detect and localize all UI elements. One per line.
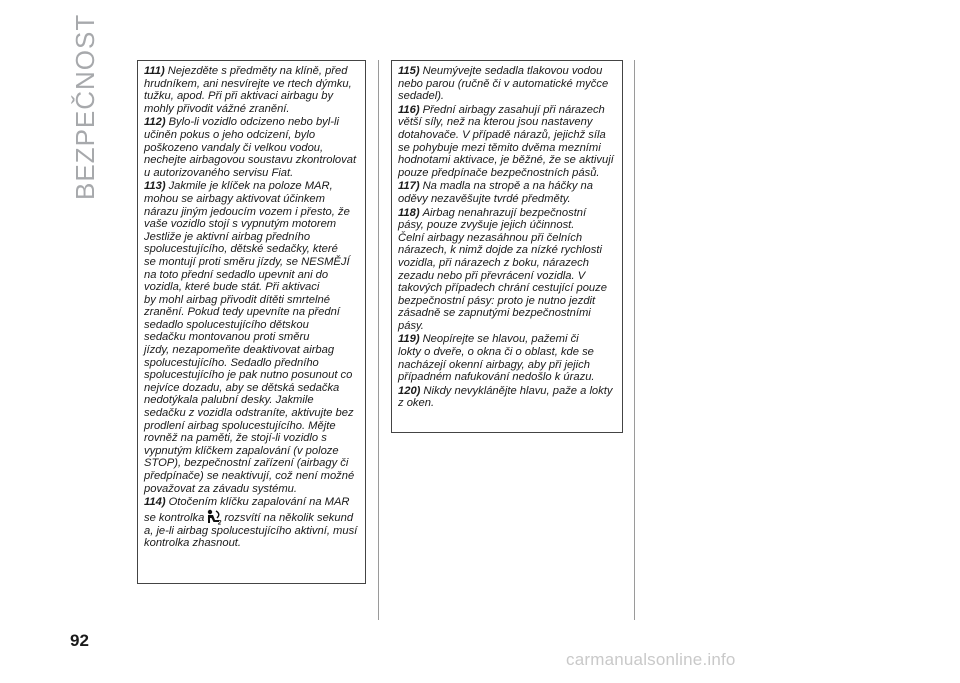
warning-box-left [137,60,366,584]
note-120 [398,385,616,410]
svg-text:2: 2 [218,520,222,525]
note-text: Nejezděte s předměty na klíně, před hrudníkem, ani nesvírejte ve rtech dýmku, tužku, apod. Při při aktivaci airbagu by mohly přivodit vážné zranění. [144,65,352,115]
note-text: Neopírejte se hlavou, pažemi či lokty o dveře, o okna či o oblast, kde se nacházejí okenní airbagy, aby při jejich případném nafukování nedošlo k úrazu. [398,333,595,384]
airbag-warning-light-icon [205,509,223,525]
note-text: Na madla na stropě a na háčky na oděvy nezavěšujte tvrdé předměty. [398,180,593,205]
note-text: Bylo-li vozidlo odcizeno nebo byl-li učiněn pokus o jeho odcizení, bylo poškozeno vandaly či velkou vodou, nechejte airbagovou soustavu zkontrolovat u autorizovaného servisu Fiat. [144,116,357,179]
note-115 [398,65,616,103]
note-number: 120) [398,384,421,397]
note-number: 115) [398,65,420,77]
note-number: 118) [398,206,420,219]
note-119 [398,333,616,383]
note-number: 119) [398,333,420,346]
note-text: Nikdy nevyklánějte hlavu, paže a lokty z oken. [398,384,613,410]
watermark[interactable]: carmanualsonline.info [566,650,736,669]
note-number: 116) [398,103,420,116]
note-116 [398,104,616,180]
note-114 [144,496,359,550]
note-text-before: Otočením klíčku zapalování na MAR se kontrolka [144,496,350,524]
column-divider [378,60,379,620]
note-text: Přední airbagy zasahují při nárazech větší síly, než na kterou jsou nastaveny dotahovače. V případě nárazů, jejichž síla se pohybuje mezi těmito dvěma mezními hodnotami aktivace, je běžné, že se aktivují pouze předpínače bezpečnostních pásů. [398,103,614,179]
page-number: 92 [70,631,89,650]
note-number: 114) [144,496,166,509]
note-text: Neumývejte sedadla tlakovou vodou nebo parou (ručně či v automatické myčce sedadel). [398,65,609,103]
note-text-after: rozsvítí na několik sekund a, je-li airbag spolucestujícího aktivní, musí kontrolka zhasnout. [144,511,358,550]
note-118 [398,207,616,333]
note-112 [144,116,359,179]
note-111 [144,65,359,115]
note-number: 111) [144,65,165,77]
warning-box-right [391,60,623,433]
column-divider [634,60,635,620]
note-number: 113) [144,180,166,193]
note-113 [144,180,359,495]
note-text: Airbag nenahrazují bezpečnostní pásy, pouze zvyšuje jejich účinnost. Čelní airbagy nezasáhnou při čelních nárazech, k nimž dojde za nízké rychlosti vozidla, při nárazech z boku, nárazech zezadu nebo při převrácení vozidla. V takových případech chrání cestující pouze bezpečnostní pásy: proto je nutno jezdit zásadně se zapnutými bezpečnostními pásy. [398,206,607,332]
note-117 [398,180,616,205]
section-title: BEZPEČNOST [70,13,100,200]
note-text: Jakmile je klíček na poloze MAR, mohou se airbagy aktivovat účinkem nárazu jiným jedoucím vozem i přesto, že vaše vozidlo stojí s vypnutým motorem Jestliže je aktivní airbag předního spolucestujícího, dětské sedačky, které se montují proti směru jízdy, se NESMĚJÍ na toto přední sedadlo upevnit ani do vozidla, které bude stát. Při aktivaci by mohl airbag přivodit dítěti smrtelné zranění. Pokud tedy upevníte na přední sedadlo spolucestujícího dětskou sedačku montovanou proti směru jízdy, nezapomeňte deaktivovat airbag spolucestujícího. Sedadlo předního spolucestujícího je pak nutno posunout co nejvíce dozadu, aby se dětská sedačka nedotýkala palubní desky. Jakmile sedačku z vozidla odstraníte, aktivujte bez prodlení airbag spolucestujícího. Mějte rovněž na paměti, že stojí-li vozidlo s vypnutým klíčkem zapalování (v poloze STOP), bezpečnostní zařízení (airbagy či předpínače) se neaktivují, což není možné považovat za závadu systému. [144,180,355,495]
note-number: 112) [144,116,166,129]
note-number: 117) [398,180,420,193]
